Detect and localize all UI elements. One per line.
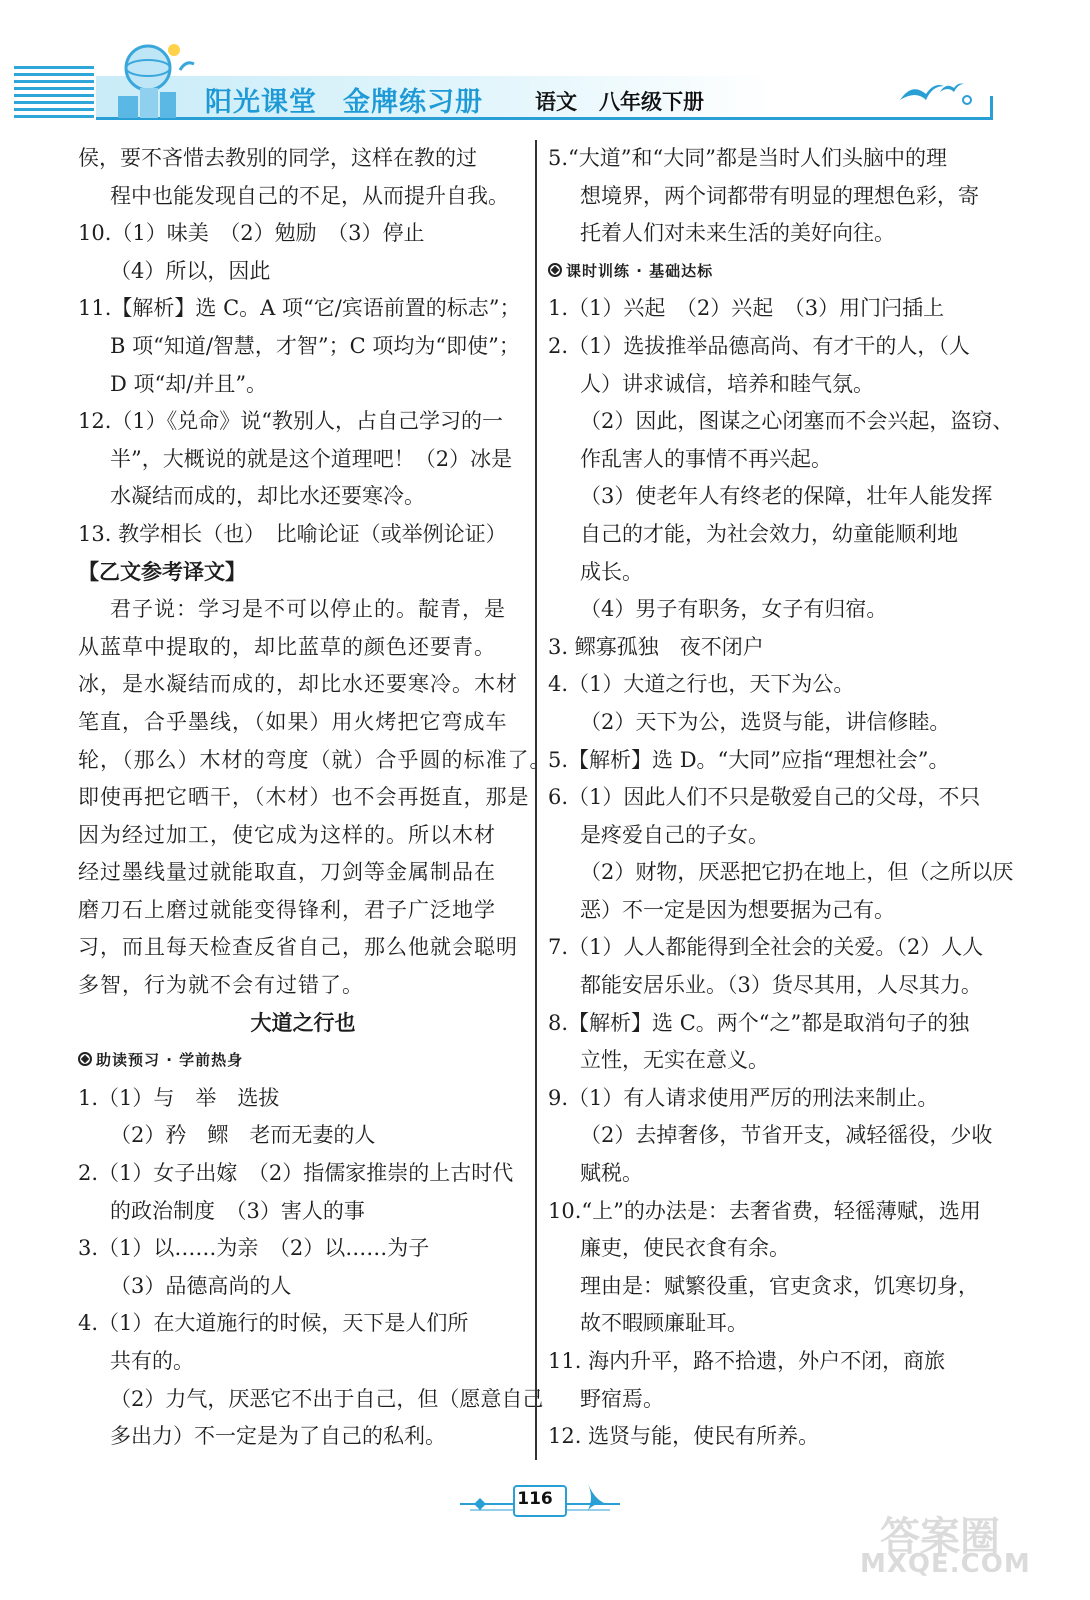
answer-line: 侯，要不吝惜去教别的同学，这样在教的过 xyxy=(78,146,477,170)
answer-line: 2.（1）女子出嫁 （2）指儒家推崇的上古时代 xyxy=(78,1161,514,1186)
answer-line: 赋税。 xyxy=(580,1161,643,1186)
brand-left: 阳光课堂 xyxy=(205,87,317,118)
translation-line: 经过墨线量过就能取直，刀剑等金属制品在 xyxy=(78,860,496,885)
section-marker-icon xyxy=(78,1052,92,1066)
translation-line: 因为经过加工，使它成为这样的。所以木材 xyxy=(78,822,496,847)
grade: 八年级下册 xyxy=(599,90,704,114)
answer-line: 水凝结而成的，却比水还要寒冷。 xyxy=(110,484,425,509)
answer-line: 想境界，两个词都带有明显的理想色彩，寄 xyxy=(580,183,979,208)
page-header xyxy=(0,0,1090,140)
translation-heading: 【乙文参考译文】 xyxy=(78,559,246,584)
section-marker-icon xyxy=(548,263,562,277)
answer-line: 野宿焉。 xyxy=(580,1386,664,1411)
watermark-logo: 答案圈 xyxy=(880,1514,1000,1560)
answer-line: （4）所以，因此 xyxy=(110,258,271,283)
left-column xyxy=(78,140,552,1456)
answer-line: 12.（1）《兑命》说“教别人，占自己学习的一 xyxy=(78,409,503,434)
answer-line: 10.（1）味美 （2）勉励 （3）停止 xyxy=(78,221,425,246)
answer-line: 6.（1）因此人们不只是敬爱自己的父母，不只 xyxy=(548,785,981,810)
answer-line: （2）财物，厌恶把它扔在地上，但（之所以厌 xyxy=(580,860,1014,885)
header-rule-end xyxy=(990,96,993,120)
answer-line: 成长。 xyxy=(580,559,643,584)
answer-line: 故不暇顾廉耻耳。 xyxy=(580,1311,748,1336)
answer-line: （3）品德高尚的人 xyxy=(110,1273,292,1298)
answer-line: （2）去掉奢侈，节省开支，减轻徭役，少收 xyxy=(580,1123,993,1148)
brand-right: 金牌练习册 xyxy=(343,87,483,118)
birds-icon xyxy=(895,70,990,110)
answer-line: 4.（1）在大道施行的时候，天下是人们所 xyxy=(78,1311,469,1336)
answer-line: 是疼爱自己的子女。 xyxy=(580,822,769,847)
answer-line: 8.【解析】选 C。两个“之”都是取消句子的独 xyxy=(548,1010,970,1035)
answer-line: 11. 海内升平，路不拾遗，外户不闭，商旅 xyxy=(548,1349,946,1373)
translation-line: 轮，（那么）木材的弯度（就）合乎圆的标准了。 xyxy=(78,747,552,772)
answer-line: 1.（1）兴起 （2）兴起 （3）用门闩插上 xyxy=(548,296,945,321)
answer-line: （2）天下为公，选贤与能，讲信修睦。 xyxy=(580,709,951,734)
answer-line: 3. 鳏寡孤独 夜不闭户 xyxy=(548,634,764,659)
answer-line: （3）使老年人有终老的保障，壮年人能发挥 xyxy=(580,484,993,509)
answer-line: 13. 教学相长（也） 比喻论证（或举例论证） xyxy=(78,521,507,546)
translation-line: 磨刀石上磨过就能变得锋利，君子广泛地学 xyxy=(78,897,496,922)
answer-line: 2.（1）选拔推举品德高尚、有才干的人，（人 xyxy=(548,333,970,358)
column-divider xyxy=(535,140,537,1460)
answer-line: 都能安居乐业。（3）货尽其用，人尽其力。 xyxy=(580,973,982,998)
translation-line: 习，而且每天检查反省自己，那么他就会聪明 xyxy=(78,935,518,960)
answer-line: B 项“知道/智慧，才智”；C 项均为“即使”； xyxy=(110,333,520,358)
translation-line: 笔直，合乎墨线，（如果）用火烤把它弯成车 xyxy=(78,709,508,734)
section-heading-text: 课时训练 · 基础达标 xyxy=(566,261,714,280)
answer-line: 托着人们对未来生活的美好向往。 xyxy=(580,221,895,246)
answer-line: （2）力气，厌恶它不出于自己，但（愿意自己 xyxy=(110,1386,544,1411)
globe-logo-icon xyxy=(110,30,200,120)
answer-line: 5.【解析】选 D。“大同”应指“理想社会”。 xyxy=(548,747,950,772)
section-heading xyxy=(78,1042,528,1080)
answer-line: 共有的。 xyxy=(110,1349,194,1373)
translation-line: 从蓝草中提取的，却比蓝草的颜色还要青。 xyxy=(78,634,496,659)
answer-line: （2）矜 鳏 老而无妻的人 xyxy=(110,1123,376,1148)
answer-line: 5.“大道”和“大同”都是当时人们头脑中的理 xyxy=(548,146,947,170)
answer-line: 理由是：赋繁役重，官吏贪求，饥寒切身， xyxy=(580,1273,979,1298)
watermark xyxy=(860,1505,1070,1595)
answer-line: 程中也能发现自己的不足，从而提升自我。 xyxy=(110,183,509,208)
answer-line: 1.（1）与 举 选拔 xyxy=(78,1085,280,1110)
answer-line: 7.（1）人人都能得到全社会的关爱。（2）人人 xyxy=(548,935,984,960)
translation-line: 即使再把它晒干，（木材）也不会再挺直，那是 xyxy=(78,785,530,810)
translation-line: 君子说：学习是不可以停止的。靛青，是 xyxy=(110,597,506,622)
answer-line: 12. 选贤与能，使民有所养。 xyxy=(548,1424,820,1449)
answer-line: 廉吏，使民衣食有余。 xyxy=(580,1236,790,1261)
answer-line: 3.（1）以……为亲 （2）以……为子 xyxy=(78,1236,430,1261)
subject-label xyxy=(535,86,704,116)
answer-line: D 项“却/并且”。 xyxy=(110,371,268,396)
answer-line: 11.【解析】选 C。A 项“它/宾语前置的标志”； xyxy=(78,296,521,321)
lesson-title: 大道之行也 xyxy=(250,1010,356,1035)
answer-line: 9.（1）有人请求使用严厉的刑法来制止。 xyxy=(548,1085,939,1110)
answer-line: 立性，无实在意义。 xyxy=(580,1048,769,1073)
answer-line: （2）因此，图谋之心闭塞而不会兴起，盗窃、 xyxy=(580,409,1014,434)
right-column xyxy=(548,140,1014,1456)
translation-line: 冰，是水凝结而成的，却比水还要寒冷。木材 xyxy=(78,672,518,697)
answer-line: 作乱害人的事情不再兴起。 xyxy=(580,446,832,471)
answer-line: 恶）不一定是因为想要据为己有。 xyxy=(580,897,895,922)
header-stripes xyxy=(14,66,94,120)
answer-line: 10.“上”的办法是：去奢省费，轻徭薄赋，选用 xyxy=(548,1198,981,1223)
section-heading xyxy=(548,253,1000,291)
answer-line: （4）男子有职务，女子有归宿。 xyxy=(580,597,888,622)
answer-line: 半”，大概说的就是这个道理吧！（2）冰是 xyxy=(110,446,513,471)
section-heading-text: 助读预习 · 学前热身 xyxy=(96,1051,244,1070)
answer-line: 人）讲求诚信，培养和睦气氛。 xyxy=(580,371,874,396)
subject: 语文 xyxy=(535,90,577,114)
answer-line: 自己的才能，为社会效力，幼童能顺利地 xyxy=(580,521,958,546)
translation-line: 多智，行为就不会有过错了。 xyxy=(78,973,364,998)
answer-line: 多出力）不一定是为了自己的私利。 xyxy=(110,1424,446,1449)
page-number: 116 xyxy=(517,1489,553,1509)
watermark-url: MXQE.COM xyxy=(860,1549,1031,1579)
answer-line: 4.（1）大道之行也，天下为公。 xyxy=(548,672,855,697)
answer-line: 的政治制度 （3）害人的事 xyxy=(110,1198,365,1223)
brand-title xyxy=(205,80,483,119)
